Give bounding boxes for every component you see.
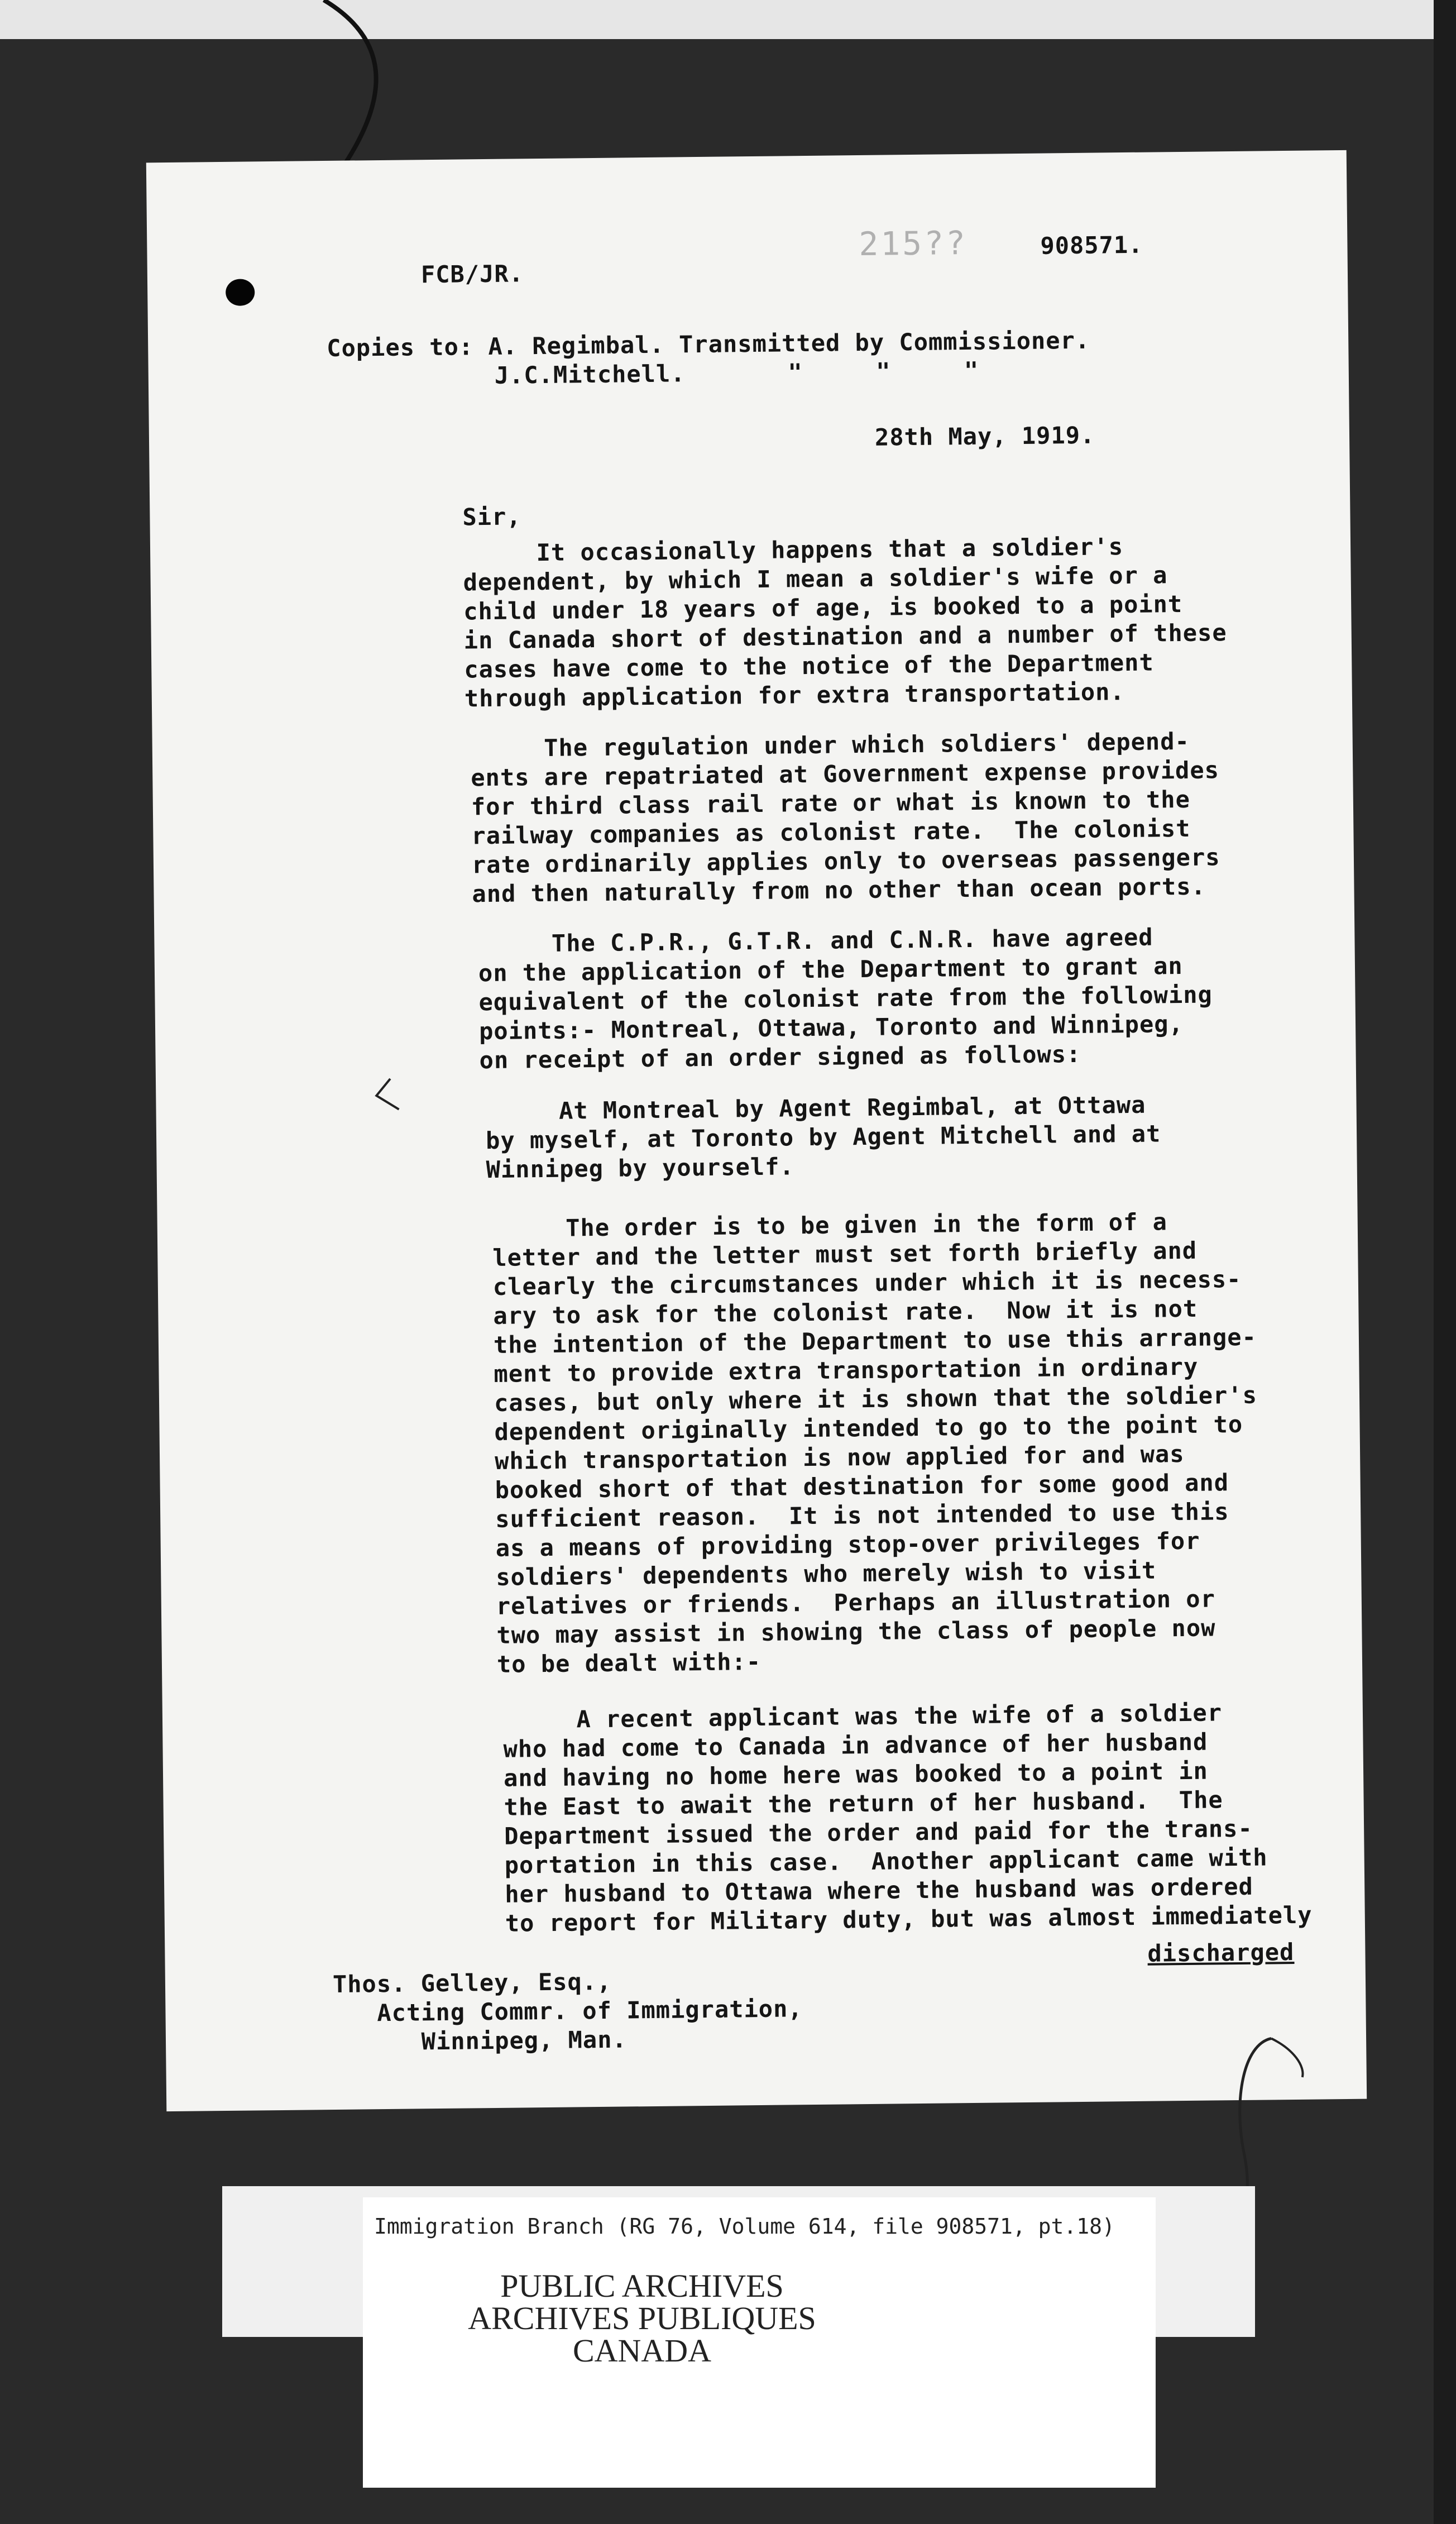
paragraph-line: as a means of providing stop-over privileges for [495,1527,1200,1562]
paragraph-line: child under 18 years of age, is booked to a point [463,590,1183,625]
paragraph-line: by myself, at Toronto by Agent Mitchell and at [485,1120,1161,1155]
paragraph-line: soldiers' dependents who merely wish to visit [496,1556,1157,1591]
paragraph-line: relatives or friends. Perhaps an illustration or [496,1585,1216,1620]
paragraph-line: equivalent of the colonist rate from the following [478,981,1213,1016]
addressee-line: Acting Commr. of Immigration, [333,1995,803,2028]
letter-page [146,150,1367,2111]
paragraph-line: through application for extra transportation. [464,678,1125,713]
paragraph-line: cases, but only where it is shown that the soldier's [494,1381,1258,1417]
paragraph-line: At Montreal by Agent Regimbal, at Ottawa [485,1091,1146,1126]
film-right-edge [1434,0,1456,2524]
paragraph-line: and having no home here was booked to a point in [503,1757,1209,1792]
paragraph-line: rate ordinarily applies only to overseas passengers [471,843,1220,879]
paragraph-line: the East to await the return of her husband. The [504,1786,1223,1821]
paragraph-line: railway companies as colonist rate. The colonist [471,814,1191,850]
paragraph-line: ary to ask for the colonist rate. Now it is not [493,1294,1198,1330]
paragraph-line: for third class rail rate or what is known to the [471,785,1191,821]
paragraph-6 [503,1698,1313,1938]
film-edge-curl [313,0,402,168]
paragraph-line: Winnipeg by yourself. [486,1153,794,1184]
paragraph-line: ents are repatriated at Government expense provides [471,756,1220,792]
paragraph-2 [471,726,1221,909]
paragraph-line: the intention of the Department to use this arrange- [493,1323,1257,1359]
copies-line-2: J.C.Mitchell. " " " [494,356,979,389]
paragraph-line: portation in this case. Another applicant came with [504,1843,1268,1879]
paragraph-line: on receipt of an order signed as follows: [479,1040,1081,1074]
paragraph-line: two may assist in showing the class of people now [496,1614,1216,1649]
paragraph-line: in Canada short of destination and a number of these [463,619,1227,654]
paragraph-line: Department issued the order and paid for the trans- [504,1814,1253,1850]
archive-title-line-1: PUBLIC ARCHIVES [500,2268,784,2304]
paragraph-line: sufficient reason. It is not intended to use this [495,1498,1229,1533]
continuation-word: discharged [1147,1938,1295,1967]
paragraph-line: letter and the letter must set forth briefly and [492,1236,1198,1271]
paragraph-line: It occasionally happens that a soldier's [462,533,1124,567]
ink-blot [226,279,255,306]
addressee-line: Winnipeg, Man. [333,2025,628,2057]
paragraph-line: to be dealt with:- [496,1647,761,1678]
salutation: Sir, [462,503,521,531]
film-top-strip [0,0,1456,39]
addressee-line: Thos. Gelley, Esq., [332,1967,612,1999]
paragraph-line: to report for Military duty, but was almost immediately [505,1901,1313,1937]
reference-code: FCB/JR. [420,260,524,289]
archive-title-line-2: ARCHIVES PUBLIQUES [468,2300,816,2336]
archive-reference: Immigration Branch (RG 76, Volume 614, file 908571, pt.18) [374,2214,1115,2239]
copies-line-1: Copies to: A. Regimbal. Transmitted by Commissioner. [327,326,1090,362]
paragraph-line: which transportation is now applied for and was [494,1440,1185,1475]
paragraph-line: cases have come to the notice of the Department [464,648,1154,683]
archive-title [363,2270,921,2367]
file-number: 908571. [1040,231,1143,260]
paragraph-line: A recent applicant was the wife of a soldier [502,1699,1223,1734]
paragraph-line: The C.P.R., G.T.R. and C.N.R. have agreed [478,923,1153,958]
letter-date: 28th May, 1919. [874,421,1095,451]
paragraph-line: who had come to Canada in advance of her husband [503,1728,1208,1763]
addressee-block [333,1965,803,2057]
paragraph-line: The regulation under which soldiers' depend- [470,727,1190,763]
paragraph-line: The order is to be given in the form of a [492,1208,1168,1242]
paragraph-3 [478,922,1213,1075]
archive-title-line-3: CANADA [572,2332,712,2369]
paragraph-line: dependent originally intended to go to the point to [494,1410,1243,1446]
paragraph-line: ment to provide extra transportation in ordinary [494,1352,1199,1388]
paragraph-line: and then naturally from no other than ocean ports. [472,872,1206,908]
archive-label [363,2197,1156,2488]
paragraph-line: points:- Montreal, Ottawa, Toronto and Winnipeg, [478,1010,1184,1045]
paragraph-line: dependent, by which I mean a soldier's wife or a [463,561,1168,596]
paragraph-line: booked short of that destination for some good and [495,1469,1229,1504]
paragraph-1 [463,531,1228,713]
faint-stamp-number: 215?? [859,223,968,263]
paragraph-line: clearly the circumstances under which it is necess- [492,1265,1242,1301]
paragraph-5 [492,1207,1261,1679]
paragraph-line: her husband to Ottawa where the husband was ordered [505,1872,1254,1908]
paragraph-line: on the application of the Department to grant an [478,952,1183,987]
paragraph-4 [485,1090,1161,1184]
pen-tick-mark [368,1076,408,1116]
